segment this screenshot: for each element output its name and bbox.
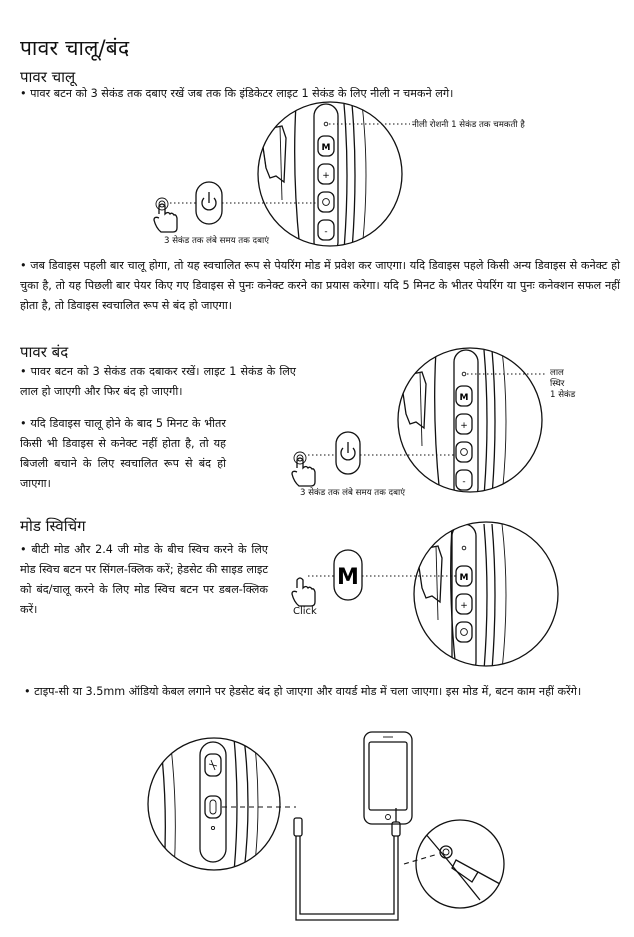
press-label-off: 3 सेकंड तक लंबे समय तक दबाएं <box>300 488 405 498</box>
mode-switch-heading: मोड स्विचिंग <box>20 517 86 535</box>
svg-text:+: + <box>460 421 468 431</box>
mode-switch-instruction: • बीटी मोड और 2.4 जी मोड के बीच स्विच करने के लिए मोड स्विच बटन पर सिंगल-क्लिक करें; हेडसेट की साइड लाइट को बंद/चालू करने के लिए मोड स्विच बटन पर डबल-क्लिक करें। <box>20 543 268 616</box>
svg-text:+: + <box>460 601 468 611</box>
usb-c-port-icon <box>205 796 221 818</box>
mode-m-icon: M <box>321 143 331 153</box>
plus-icon: + <box>322 171 330 181</box>
minus-icon: - <box>324 227 328 237</box>
click-label: Click <box>293 606 317 617</box>
red-label-line2: स्थिर <box>550 379 565 389</box>
svg-text:-: - <box>462 477 466 487</box>
page-title: पावर चालू/बंद <box>20 36 130 60</box>
auto-off-note: • यदि डिवाइस चालू होने के बाद 5 मिनट के भीतर किसी भी डिवाइस से कनेक्ट नहीं होता है, तो यह बिजली बचाने के लिए स्वचालित रूप से बंद हो जाएगा। <box>20 417 226 490</box>
power-off-heading: पावर बंद <box>20 343 69 361</box>
indicator-label-blue: नीली रोशनी 1 सेकंड तक चमकती है <box>412 120 525 130</box>
mode-m-letter: M <box>337 565 359 590</box>
red-label-line3: 1 सेकंड <box>550 390 576 400</box>
pairing-note: • जब डिवाइस पहली बार चालू होगा, तो यह स्वचालित रूप से पेयरिंग मोड में प्रवेश कर जाएगा। यदि डिवाइस पहले किसी अन्य डिवाइस से कनेक्ट हो चुका है, तो यह पिछली बार पेयर किए गए डिवाइस से पुनः कनेक्ट करने का प्रयास करेगा। यदि 5 मिनट के भीतर पेयरिंग या पुनः कनेक्शन सफल नहीं होता है, तो डिवाइस स्वचालित रूप से बंद हो जाएगा। <box>20 259 620 312</box>
power-on-instruction: • पावर बटन को 3 सेकंड तक दबाए रखें जब तक कि इंडिकेटर लाइट 1 सेकंड के लिए नीली न चमकने लगे। <box>20 87 454 100</box>
power-on-heading: पावर चालू <box>20 68 76 86</box>
power-off-instruction: • पावर बटन को 3 सेकंड तक दबाकर रखें। लाइट 1 सेकंड के लिए लाल हो जाएगी और फिर बंद हो जाएगी। <box>20 365 296 398</box>
svg-text:M: M <box>459 573 469 583</box>
audio-cable <box>296 836 398 920</box>
svg-text:M: M <box>459 393 469 403</box>
red-label-line1: लाल <box>550 368 564 378</box>
wired-mode-note: • टाइप-सी या 3.5mm ऑडियो केबल लगाने पर हेडसेट बंद हो जाएगा और वायर्ड मोड में चला जाएगा। इस मोड में, बटन काम नहीं करेंगे। <box>24 685 582 698</box>
headset-closeup-4 <box>160 738 258 872</box>
jack-closeup <box>424 832 500 900</box>
usb-c-plug <box>294 818 302 836</box>
press-label-on: 3 सेकंड तक लंबे समय तक दबाएं <box>164 236 269 246</box>
